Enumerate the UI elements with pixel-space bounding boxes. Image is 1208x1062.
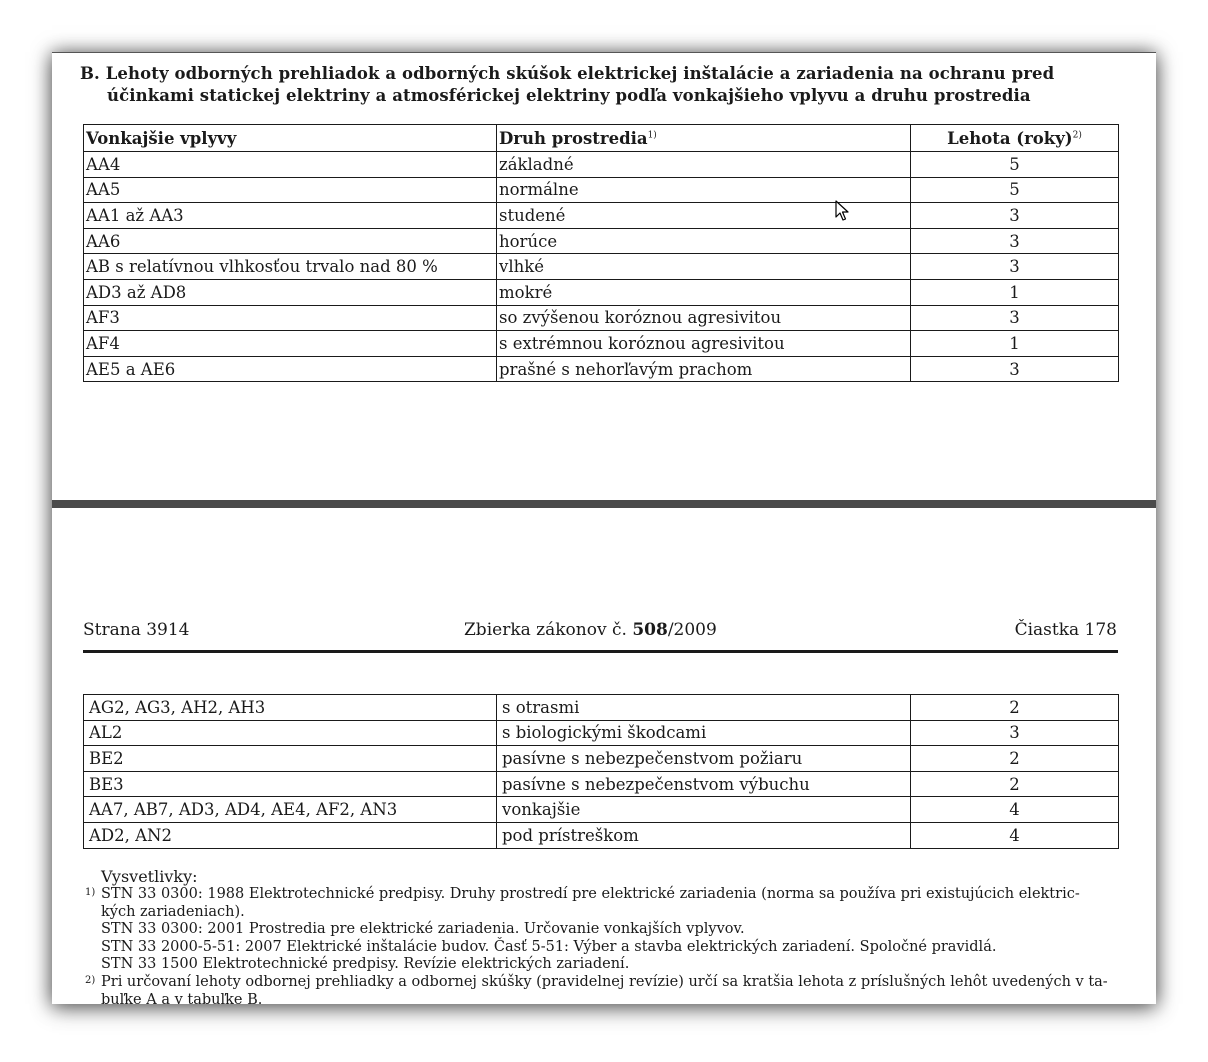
table-row xyxy=(84,305,1119,331)
footnote-line: STN 33 2000-5-51: 2007 Elektrické inštalácie budov. Časť 5-51: Výber a stavba elektrických zariadení. Spoločné pravidlá. xyxy=(101,938,997,955)
cell-influence: AD3 až AD8 xyxy=(84,279,497,305)
cell-period: 3 xyxy=(911,720,1119,746)
footnote-2-mark: 2) xyxy=(85,974,96,986)
cell-environment: pasívne s nebezpečenstvom výbuchu xyxy=(497,771,911,797)
footnote-2 xyxy=(85,974,1125,1004)
page-separator xyxy=(52,500,1156,508)
cell-influence: AA1 až AA3 xyxy=(84,203,497,229)
table-row xyxy=(84,177,1119,203)
cell-period: 2 xyxy=(911,771,1119,797)
table-row xyxy=(84,771,1119,797)
footnote-mark-1: 1) xyxy=(647,130,657,140)
footnote-line: kých zariadeniach). xyxy=(101,903,245,920)
cell-period: 2 xyxy=(911,695,1119,721)
table-row xyxy=(84,797,1119,823)
cell-period: 1 xyxy=(911,279,1119,305)
footnote-1-mark: 1) xyxy=(85,887,96,898)
page-number: Strana 3914 xyxy=(83,620,190,640)
cell-influence: AA4 xyxy=(84,152,497,178)
cell-period: 3 xyxy=(911,356,1119,382)
cell-influence: AA6 xyxy=(84,228,497,254)
cell-environment: s biologickými škodcami xyxy=(497,720,911,746)
cell-influence: AB s relatívnou vlhkosťou trvalo nad 80 % xyxy=(84,254,497,280)
table-row xyxy=(84,254,1119,280)
table-row xyxy=(84,331,1119,357)
cell-influence: AF3 xyxy=(84,305,497,331)
table-row xyxy=(84,746,1119,772)
cell-environment: horúce xyxy=(497,228,911,254)
footnotes-heading: Vysvetlivky: xyxy=(101,867,198,886)
header-environment: Druh prostredia$^{1)}$ xyxy=(497,125,911,152)
journal-title: Zbierka zákonov č. 508/2009 xyxy=(464,620,717,640)
cell-influence: AG2, AG3, AH2, AH3 xyxy=(84,695,497,721)
issue-number: Čiastka 178 xyxy=(1014,620,1117,640)
cell-environment: s otrasmi xyxy=(497,695,911,721)
table-row xyxy=(84,356,1119,382)
cell-environment: pasívne s nebezpečenstvom požiaru xyxy=(497,746,911,772)
cell-environment: vlhké xyxy=(497,254,911,280)
cell-period: 5 xyxy=(911,177,1119,203)
cell-environment: so zvýšenou koróznou agresivitou xyxy=(497,305,911,331)
footnote-line: STN 33 0300: 1988 Elektrotechnické predpisy. Druhy prostredí pre elektrické zariadenia (norma sa používa pri existujúcich elektric- xyxy=(101,886,1080,902)
section-title xyxy=(80,63,1110,107)
cell-environment: prašné s nehorľavým prachom xyxy=(497,356,911,382)
footnote-line: buľke A a v tabuľke B. xyxy=(101,991,263,1004)
footnote-line: STN 33 1500 Elektrotechnické predpisy. Revízie elektrických zariadení. xyxy=(101,956,630,973)
section-title-line-1: B. Lehoty odborných prehliadok a odborných skúšok elektrickej inštalácie a zariadenia na ochranu pred xyxy=(80,64,1055,83)
cell-period: 2 xyxy=(911,746,1119,772)
table-row xyxy=(84,822,1119,848)
cell-period: 3 xyxy=(911,254,1119,280)
cell-environment: normálne xyxy=(497,177,911,203)
cell-period: 1 xyxy=(911,331,1119,357)
cell-influence: AL2 xyxy=(84,720,497,746)
cell-environment: studené xyxy=(497,203,911,229)
cell-influence: BE3 xyxy=(84,771,497,797)
cell-period: 3 xyxy=(911,305,1119,331)
cell-influence: AA5 xyxy=(84,177,497,203)
header-influence: Vonkajšie vplyvy xyxy=(84,125,497,152)
header-rule xyxy=(83,650,1118,653)
footnote-line: STN 33 0300: 2001 Prostredia pre elektrické zariadenia. Určovanie vonkajších vplyvov. xyxy=(101,921,745,938)
header-period: Lehota (roky)$^{2)}$ xyxy=(911,125,1119,152)
document-viewer[interactable] xyxy=(52,52,1156,1004)
section-title-line-2: účinkami statickej elektriny a atmosférickej elektriny podľa vonkajšieho vplyvu a druhu prostredia xyxy=(107,86,1031,105)
cell-influence: AF4 xyxy=(84,331,497,357)
footnotes xyxy=(85,868,1125,1004)
mouse-pointer-icon xyxy=(835,200,851,222)
inspection-period-table-continued xyxy=(83,694,1119,849)
cell-environment: základné xyxy=(497,152,911,178)
footnote-1 xyxy=(85,886,1125,974)
table-header-row xyxy=(84,125,1119,152)
cell-period: 3 xyxy=(911,228,1119,254)
cell-period: 3 xyxy=(911,203,1119,229)
cell-influence: AA7, AB7, AD3, AD4, AE4, AF2, AN3 xyxy=(84,797,497,823)
cell-environment: s extrémnou koróznou agresivitou xyxy=(497,331,911,357)
cell-period: 4 xyxy=(911,797,1119,823)
cell-environment: vonkajšie xyxy=(497,797,911,823)
cell-influence: AD2, AN2 xyxy=(84,822,497,848)
cell-influence: BE2 xyxy=(84,746,497,772)
cell-environment: pod prístreškom xyxy=(497,822,911,848)
running-header xyxy=(83,620,1117,642)
cell-influence: AE5 a AE6 xyxy=(84,356,497,382)
table-row xyxy=(84,152,1119,178)
cell-period: 5 xyxy=(911,152,1119,178)
table-row xyxy=(84,203,1119,229)
table-row xyxy=(84,228,1119,254)
footnote-line: Pri určovaní lehoty odbornej prehliadky a odbornej skúšky (pravidelnej revízie) určí sa kratšia lehota z príslušných lehôt uvedených v ta- xyxy=(101,973,1108,990)
cell-environment: mokré xyxy=(497,279,911,305)
footnote-mark-2: 2) xyxy=(1072,130,1082,140)
inspection-period-table xyxy=(83,124,1119,382)
cell-period: 4 xyxy=(911,822,1119,848)
table-row xyxy=(84,279,1119,305)
table-row xyxy=(84,695,1119,721)
page-top-edge xyxy=(52,52,1156,53)
table-row xyxy=(84,720,1119,746)
